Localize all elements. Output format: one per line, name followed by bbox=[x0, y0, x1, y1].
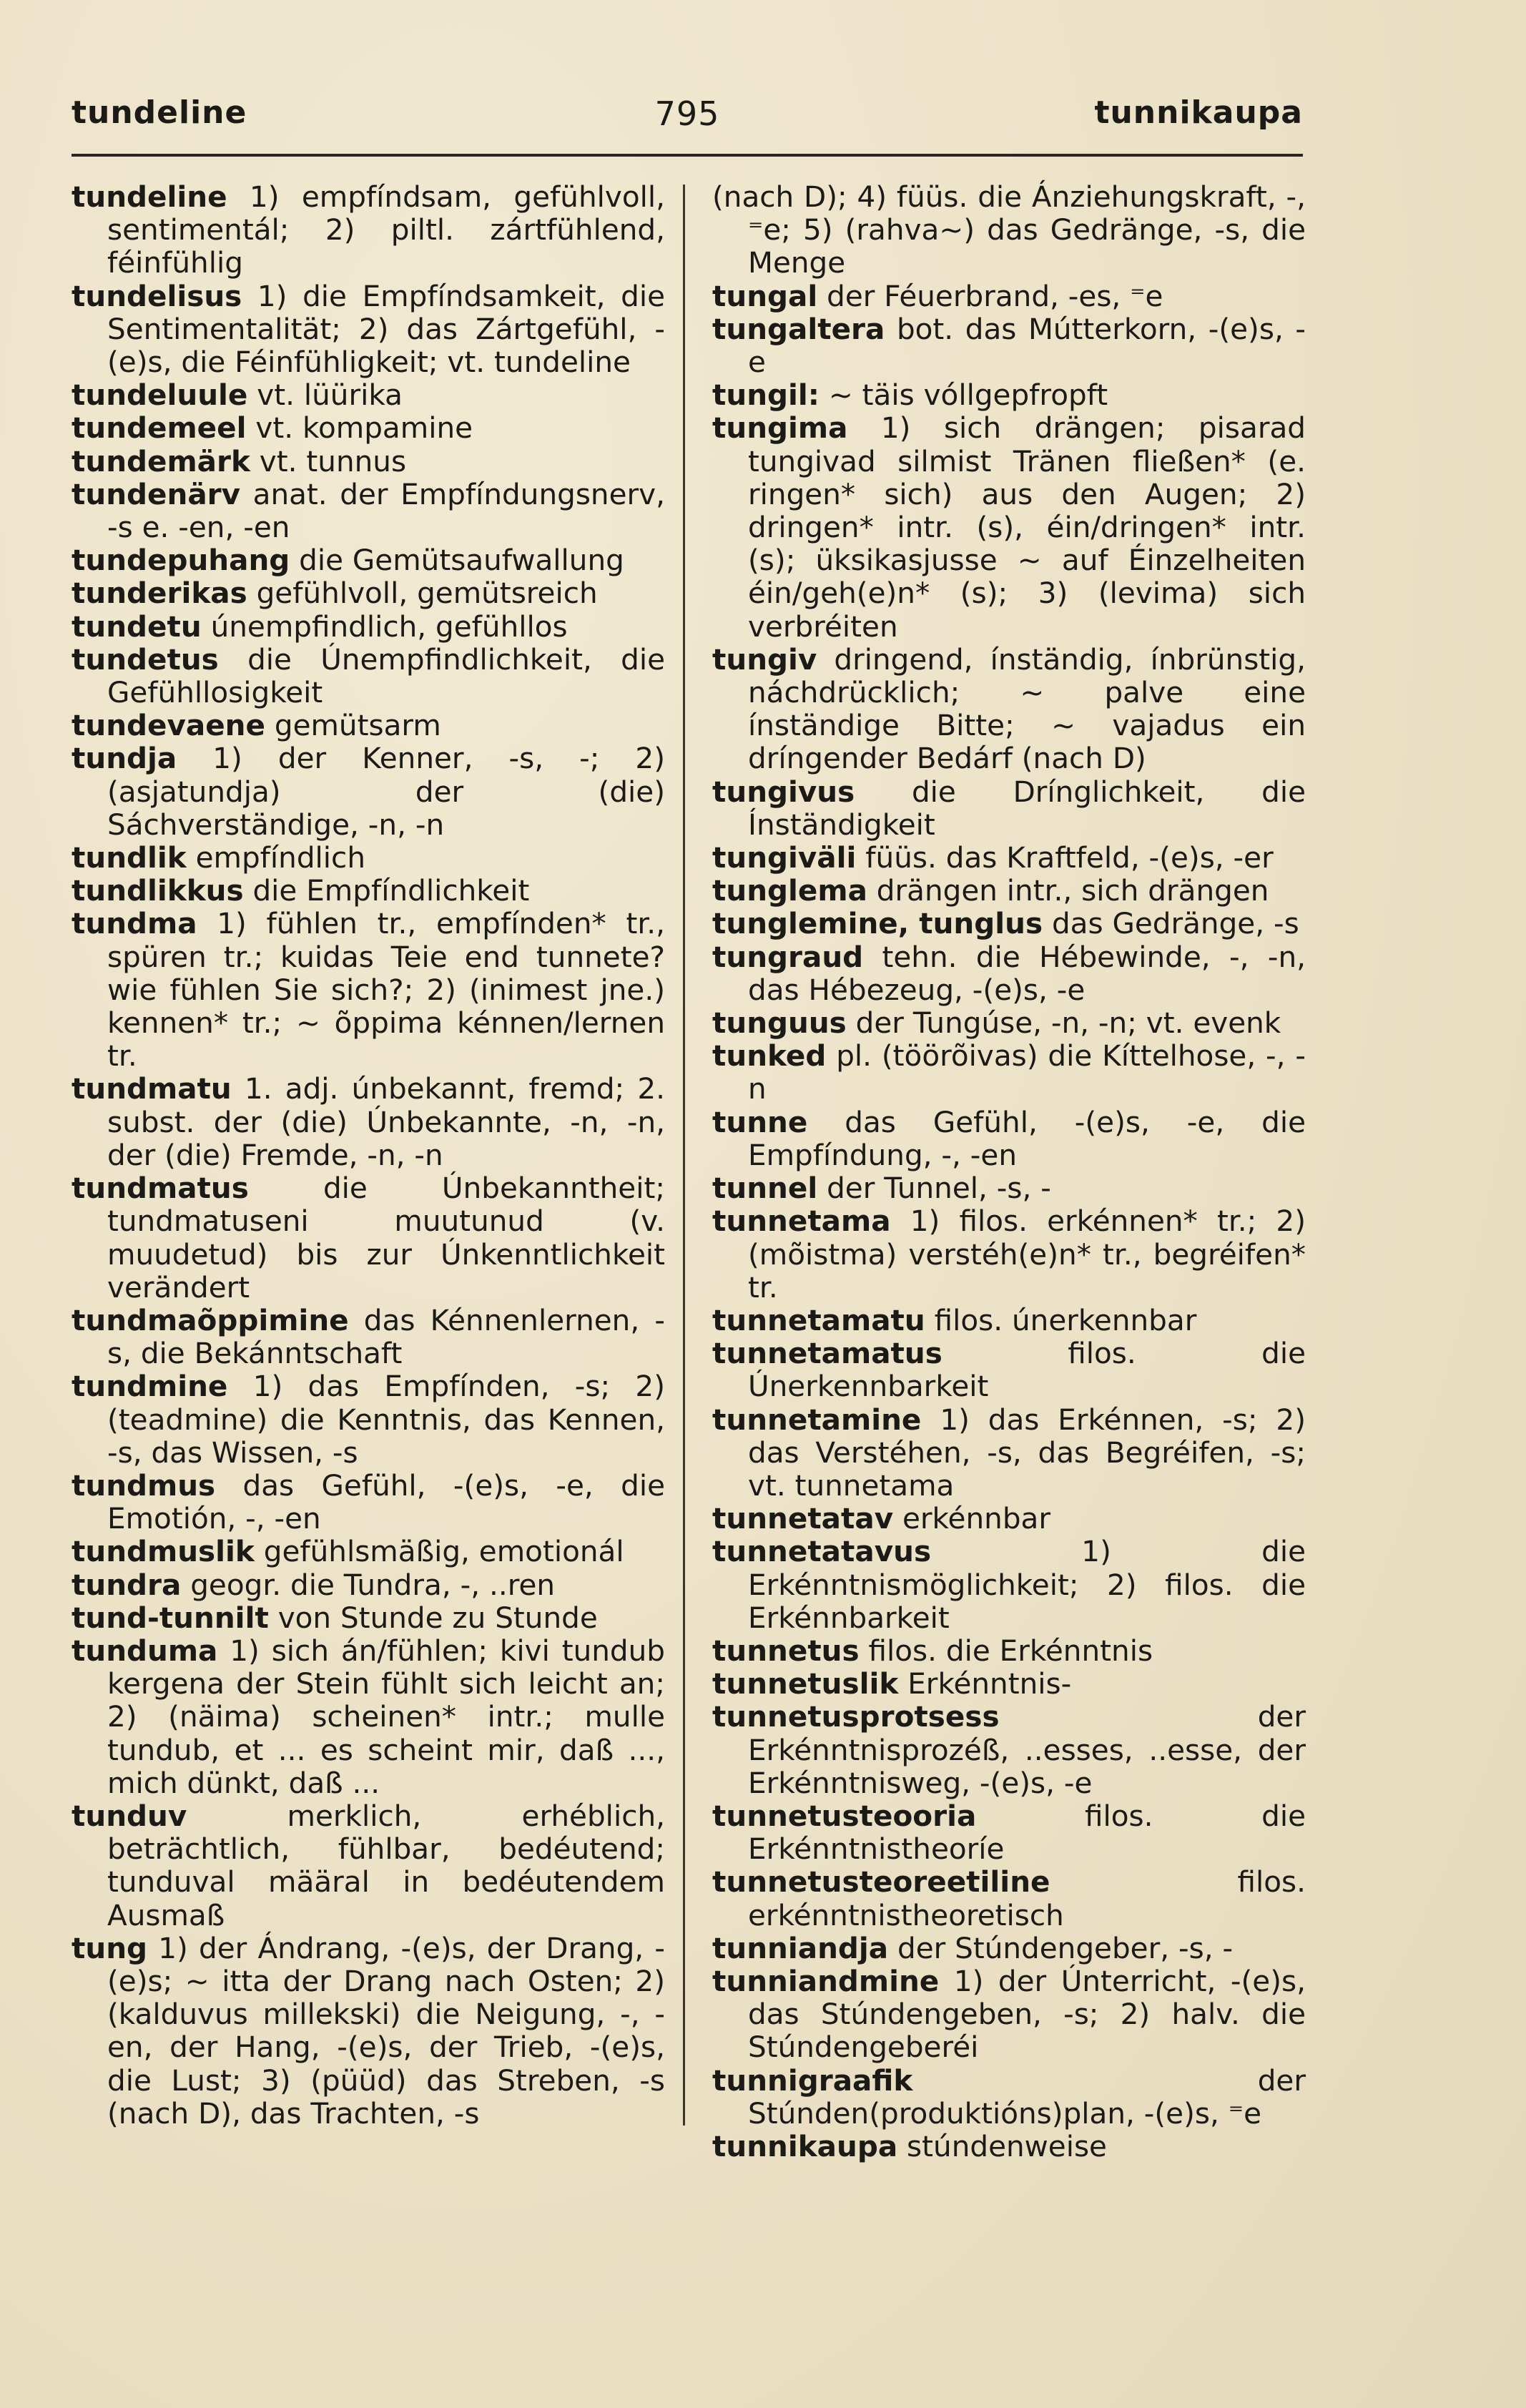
entry-definition: 1) sich án/fühlen; kivi tundub kergena der Stein fühlt sich leicht an; 2) (näima) scheinen* intr.; mulle tundub, et ... es scheint mir, daß ..., mich dünkt, daß ... bbox=[107, 1633, 666, 1800]
entry-headword: tundemärk bbox=[72, 443, 250, 478]
entry-headword: tunnetusteooria bbox=[712, 1798, 977, 1833]
dictionary-entry bbox=[72, 478, 665, 544]
dictionary-entry bbox=[72, 742, 665, 841]
entry-headword: tungraud bbox=[712, 939, 864, 974]
dictionary-entry bbox=[712, 1502, 1306, 1535]
entry-headword: tundmuslik bbox=[72, 1534, 255, 1569]
entry-definition: der Féuerbrand, -es, ⁼e bbox=[827, 278, 1163, 313]
entry-definition: (nach D); 4) füüs. die Ánziehungskraft, -, ⁼e; 5) (rahva~) das Gedränge, -s, die Menge bbox=[712, 180, 1306, 280]
dictionary-entry bbox=[72, 1601, 665, 1634]
left-column bbox=[72, 180, 665, 2130]
dictionary-entry bbox=[72, 907, 665, 1072]
dictionary-entry bbox=[712, 2130, 1306, 2163]
page-header bbox=[72, 94, 1303, 144]
entry-definition: únempfindlich, gefühllos bbox=[210, 609, 568, 644]
entry-definition: gefühlsmäßig, emotionál bbox=[263, 1534, 624, 1569]
entry-headword: tundra bbox=[72, 1567, 182, 1602]
entry-definition: 1) das Empfínden, -s; 2) (teadmine) die Kenntnis, das Kennen, -s, das Wissen, -s bbox=[107, 1369, 665, 1470]
entry-headword: tunnel bbox=[712, 1171, 818, 1206]
entry-definition: dringend, ínständig, ínbrünstig, náchdrücklich; ~ palve eine ínständige Bitte; ~ vajadus ein dríngender Bedárf (nach D) bbox=[748, 642, 1306, 776]
entry-headword: tungiväli bbox=[712, 840, 857, 875]
entry-headword: tunnikaupa bbox=[712, 2128, 898, 2163]
entry-definition: drängen intr., sich drängen bbox=[876, 873, 1269, 908]
dictionary-entry bbox=[72, 1799, 665, 1932]
entry-headword: tundmatus bbox=[72, 1171, 249, 1206]
entry-definition: 1) sich drängen; pisarad tungivad silmist Tränen fließen* (e. ringen* sich) aus den Augen; 2) dringen* intr. (s), éin/dringen* intr. (s); üksikasjusse ~ auf Éinzelheiten éin/geh(e)n* (s); 3) (levima) sich verbréiten bbox=[748, 411, 1306, 644]
dictionary-entry bbox=[712, 841, 1306, 874]
entry-definition: das Gedränge, -s bbox=[1051, 906, 1299, 941]
entry-definition: die Drínglichkeit, die Ínständigkeit bbox=[748, 774, 1306, 842]
dictionary-entry bbox=[712, 313, 1306, 378]
entry-definition: filos. die Erkénntnis bbox=[868, 1633, 1153, 1668]
entry-definition: filos. die Únerkennbarkeit bbox=[748, 1336, 1306, 1404]
entry-definition: vt. tunnus bbox=[259, 443, 407, 478]
dictionary-entry bbox=[72, 280, 665, 379]
entry-definition: die Gemütsaufwallung bbox=[299, 543, 624, 578]
entry-definition: 1) filos. erkénnen* tr.; 2) (mõistma) verstéh(e)n* tr., begréifen* tr. bbox=[748, 1204, 1306, 1304]
entry-headword: tundeluule bbox=[72, 378, 248, 413]
entry-definition: geogr. die Tundra, -, ..ren bbox=[190, 1567, 556, 1602]
entry-headword: tunderikas bbox=[72, 576, 247, 611]
dictionary-entry bbox=[712, 1337, 1306, 1402]
column-divider bbox=[683, 185, 685, 2126]
entry-definition: Erkénntnis- bbox=[907, 1666, 1072, 1701]
dictionary-entry bbox=[712, 1634, 1306, 1667]
entry-definition: anat. der Empfíndungsnerv, -s e. -en, -en bbox=[107, 476, 665, 545]
entry-headword: tund-tunnilt bbox=[72, 1600, 269, 1635]
entry-headword: tunglemine, tunglus bbox=[712, 906, 1043, 941]
entry-headword: tunniandja bbox=[712, 1930, 889, 1965]
dictionary-entry bbox=[712, 874, 1306, 907]
page-number: 795 bbox=[654, 94, 720, 133]
entry-definition: der Stúndengeber, -s, - bbox=[897, 1930, 1234, 1965]
entry-definition: bot. das Mútterkorn, -(e)s, -e bbox=[748, 311, 1306, 380]
entry-headword: tundja bbox=[72, 741, 177, 776]
entry-definition: vt. lüürika bbox=[257, 378, 403, 413]
entry-definition: der Erkénntnisprozéß, ..esses, ..esse, der Erkénntnisweg, -(e)s, -e bbox=[748, 1699, 1306, 1800]
entry-definition: pl. (töörõivas) die Kíttelhose, -, -n bbox=[748, 1038, 1306, 1106]
dictionary-entry bbox=[712, 643, 1306, 775]
entry-definition: 1) der Kenner, -s, -; 2) (asjatundja) der (die) Sáchverständige, -n, -n bbox=[107, 741, 665, 842]
entry-headword: tungal bbox=[712, 278, 818, 313]
entry-headword: tungiv bbox=[712, 642, 817, 677]
entry-headword: tundlikkus bbox=[72, 873, 244, 908]
dictionary-entry bbox=[712, 940, 1306, 1006]
entry-headword: tunnigraafik bbox=[712, 2063, 913, 2098]
entry-definition: das Gefühl, -(e)s, -e, die Empfíndung, -, -en bbox=[748, 1104, 1306, 1172]
dictionary-entry bbox=[712, 907, 1306, 940]
dictionary-entry bbox=[72, 411, 665, 444]
entry-headword: tunduv bbox=[72, 1798, 187, 1833]
dictionary-entry bbox=[72, 841, 665, 874]
entry-definition: 1) der Únterricht, -(e)s, das Stúndengeben, -s; 2) halv. die Stúndengeberéi bbox=[748, 1963, 1306, 2065]
entry-headword: tunnetama bbox=[712, 1204, 891, 1239]
dictionary-entry bbox=[72, 445, 665, 478]
entry-headword: tunnetamatu bbox=[712, 1302, 925, 1337]
entry-headword: tunnetamatus bbox=[712, 1336, 942, 1371]
entry-headword: tunglema bbox=[712, 873, 867, 908]
entry-definition: stúndenweise bbox=[907, 2128, 1107, 2163]
entry-headword: tungil: bbox=[712, 378, 819, 413]
dictionary-entry bbox=[72, 1568, 665, 1601]
entry-definition: die Únbekanntheit; tundmatuseni muutunud (v. muudetud) bis zur Únkenntlichkeit verändert bbox=[107, 1171, 665, 1304]
entry-definition: empfíndlich bbox=[195, 840, 365, 875]
entry-headword: tundemeel bbox=[72, 411, 247, 446]
dictionary-entry bbox=[72, 874, 665, 907]
entry-headword: tunniandmine bbox=[712, 1963, 940, 1998]
dictionary-entry bbox=[712, 1171, 1306, 1204]
entry-headword: tunnetuslik bbox=[712, 1666, 899, 1701]
entry-definition: filos. die Erkénntnistheoríe bbox=[748, 1798, 1306, 1867]
entry-definition: gemütsarm bbox=[274, 708, 441, 743]
dictionary-entry bbox=[72, 643, 665, 709]
dictionary-entry bbox=[712, 1039, 1306, 1105]
entry-definition: das Gefühl, -(e)s, -e, die Emotión, -, -en bbox=[107, 1468, 666, 1536]
entry-definition: die Únempfindlichkeit, die Gefühllosigkeit bbox=[107, 642, 665, 710]
dictionary-entry bbox=[712, 1799, 1306, 1865]
entry-headword: tundepuhang bbox=[72, 543, 290, 578]
entry-definition: tehn. die Hébewinde, -, -n, das Hébezeug, -(e)s, -e bbox=[748, 939, 1306, 1007]
entry-headword: tundevaene bbox=[72, 708, 265, 743]
entry-headword: tunnetus bbox=[712, 1633, 860, 1668]
dictionary-entry bbox=[712, 1106, 1306, 1171]
dictionary-entry bbox=[72, 1469, 665, 1535]
entry-definition: der Stúnden(produktións)plan, -(e)s, ⁼e bbox=[748, 2063, 1306, 2131]
right-guide-word: tunnikaupa bbox=[1094, 94, 1303, 131]
entry-definition: 1) das Erkénnen, -s; 2) das Verstéhen, -s, das Begréifen, -s; vt. tunnetama bbox=[748, 1402, 1306, 1503]
entry-headword: tunnetatavus bbox=[712, 1534, 932, 1569]
dictionary-entry bbox=[712, 1535, 1306, 1634]
dictionary-entry bbox=[72, 1171, 665, 1304]
entry-headword: tunguus bbox=[712, 1006, 847, 1041]
entry-headword: tundenärv bbox=[72, 476, 241, 511]
entry-headword: tungivus bbox=[712, 774, 855, 809]
entry-headword: tunne bbox=[712, 1104, 808, 1139]
dictionary-entry bbox=[72, 1932, 665, 2130]
entry-headword: tung bbox=[72, 1930, 148, 1965]
entry-definition: 1) der Ándrang, -(e)s, der Drang, -(e)s; ~ itta der Drang nach Osten; 2) (kalduvus millekski) die Neigung, -, -en, der Hang, -(e)s, der Trieb, -(e)s, die Lust; 3) (püüd) das Streben, -s (nach D), das Trachten, -s bbox=[107, 1930, 665, 2131]
dictionary-entry bbox=[72, 610, 665, 643]
dictionary-entry bbox=[72, 1370, 665, 1469]
dictionary-entry bbox=[712, 1006, 1306, 1039]
dictionary-entry bbox=[72, 576, 665, 609]
dictionary-entry bbox=[72, 180, 665, 280]
entry-definition: 1) empfíndsam, gefühlvoll, sentimentál; 2) piltl. zártfühlend, féinfühlig bbox=[107, 180, 666, 280]
dictionary-entry bbox=[712, 1865, 1306, 1931]
entry-headword: tundma bbox=[72, 906, 197, 941]
dictionary-entry bbox=[712, 775, 1306, 841]
dictionary-entry bbox=[72, 1072, 665, 1171]
header-rule bbox=[72, 154, 1303, 157]
dictionary-entry bbox=[712, 1304, 1306, 1337]
entry-definition: 1. adj. únbekannt, fremd; 2. subst. der (die) Únbekannte, -n, -n, der (die) Fremde, -n, -n bbox=[107, 1071, 665, 1172]
dictionary-entry bbox=[712, 1667, 1306, 1700]
entry-headword: tundmatu bbox=[72, 1071, 232, 1106]
entry-definition: der Tungúse, -n, -n; vt. evenk bbox=[855, 1006, 1281, 1041]
entry-definition: der Tunnel, -s, - bbox=[827, 1171, 1051, 1206]
entry-headword: tundlik bbox=[72, 840, 187, 875]
entry-definition: 1) die Erkénntnismöglichkeit; 2) filos. die Erkénnbarkeit bbox=[748, 1534, 1306, 1635]
entry-headword: tunked bbox=[712, 1038, 827, 1073]
right-column bbox=[712, 180, 1306, 2163]
entry-definition: die Empfíndlichkeit bbox=[252, 873, 530, 908]
entry-headword: tundelisus bbox=[72, 278, 242, 313]
dictionary-entry bbox=[72, 709, 665, 742]
dictionary-entry bbox=[712, 280, 1306, 313]
entry-headword: tundetus bbox=[72, 642, 219, 677]
entry-headword: tundetu bbox=[72, 609, 202, 644]
entry-headword: tundmus bbox=[72, 1468, 216, 1503]
entry-definition: erkénnbar bbox=[902, 1501, 1050, 1536]
dictionary-entry bbox=[712, 1204, 1306, 1304]
entry-definition: 1) die Empfíndsamkeit, die Sentimentalität; 2) das Zártgefühl, -(e)s, die Féinfühligkeit; vt. tundeline bbox=[107, 278, 665, 380]
entry-definition: das Kénnenlernen, -s, die Bekánntschaft bbox=[107, 1302, 665, 1371]
entry-headword: tungaltera bbox=[712, 311, 885, 346]
entry-definition: filos. únerkennbar bbox=[934, 1302, 1197, 1337]
dictionary-entry bbox=[712, 411, 1306, 642]
dictionary-entry bbox=[72, 1634, 665, 1799]
entry-headword: tunnetusprotsess bbox=[712, 1699, 1000, 1734]
entry-headword: tundeline bbox=[72, 180, 227, 214]
entry-headword: tunduma bbox=[72, 1633, 218, 1668]
entry-headword: tunnetamine bbox=[712, 1402, 922, 1437]
entry-headword: tunnetusteoreetiline bbox=[712, 1864, 1050, 1900]
dictionary-entry bbox=[72, 1535, 665, 1568]
left-guide-word: tundeline bbox=[72, 94, 247, 131]
entry-headword: tundmine bbox=[72, 1369, 228, 1404]
entry-headword: tungima bbox=[712, 411, 848, 446]
dictionary-entry bbox=[72, 378, 665, 411]
entry-headword: tundmaõppimine bbox=[72, 1302, 349, 1337]
entry-definition: füüs. das Kraftfeld, -(e)s, -er bbox=[865, 840, 1274, 875]
dictionary-entry bbox=[712, 1403, 1306, 1503]
dictionary-entry bbox=[712, 180, 1306, 280]
dictionary-entry bbox=[72, 544, 665, 576]
entry-definition: gefühlvoll, gemütsreich bbox=[256, 576, 598, 611]
entry-definition: 1) fühlen tr., empfínden* tr., spüren tr.; kuidas Teie end tunnete? wie fühlen Sie sich?; 2) (inimest jne.) kennen* tr.; ~ õppima kénnen/lernen tr. bbox=[107, 906, 666, 1073]
entry-definition: ~ täis vóllgepfropft bbox=[828, 378, 1108, 413]
entry-definition: merklich, erhéblich, beträchtlich, fühlbar, bedéutend; tunduval määral in bedéutendem Ausmaß bbox=[107, 1798, 665, 1932]
dictionary-entry bbox=[712, 1700, 1306, 1799]
entry-definition: vt. kompamine bbox=[255, 411, 473, 446]
entry-definition: von Stunde zu Stunde bbox=[277, 1600, 598, 1635]
entry-definition: filos. erkénntnistheoretisch bbox=[748, 1864, 1306, 1932]
dictionary-entry bbox=[712, 378, 1306, 411]
dictionary-entry bbox=[712, 1965, 1306, 2064]
dictionary-entry bbox=[712, 2064, 1306, 2130]
dictionary-entry bbox=[72, 1304, 665, 1370]
dictionary-entry bbox=[712, 1932, 1306, 1965]
entry-headword: tunnetatav bbox=[712, 1501, 894, 1536]
